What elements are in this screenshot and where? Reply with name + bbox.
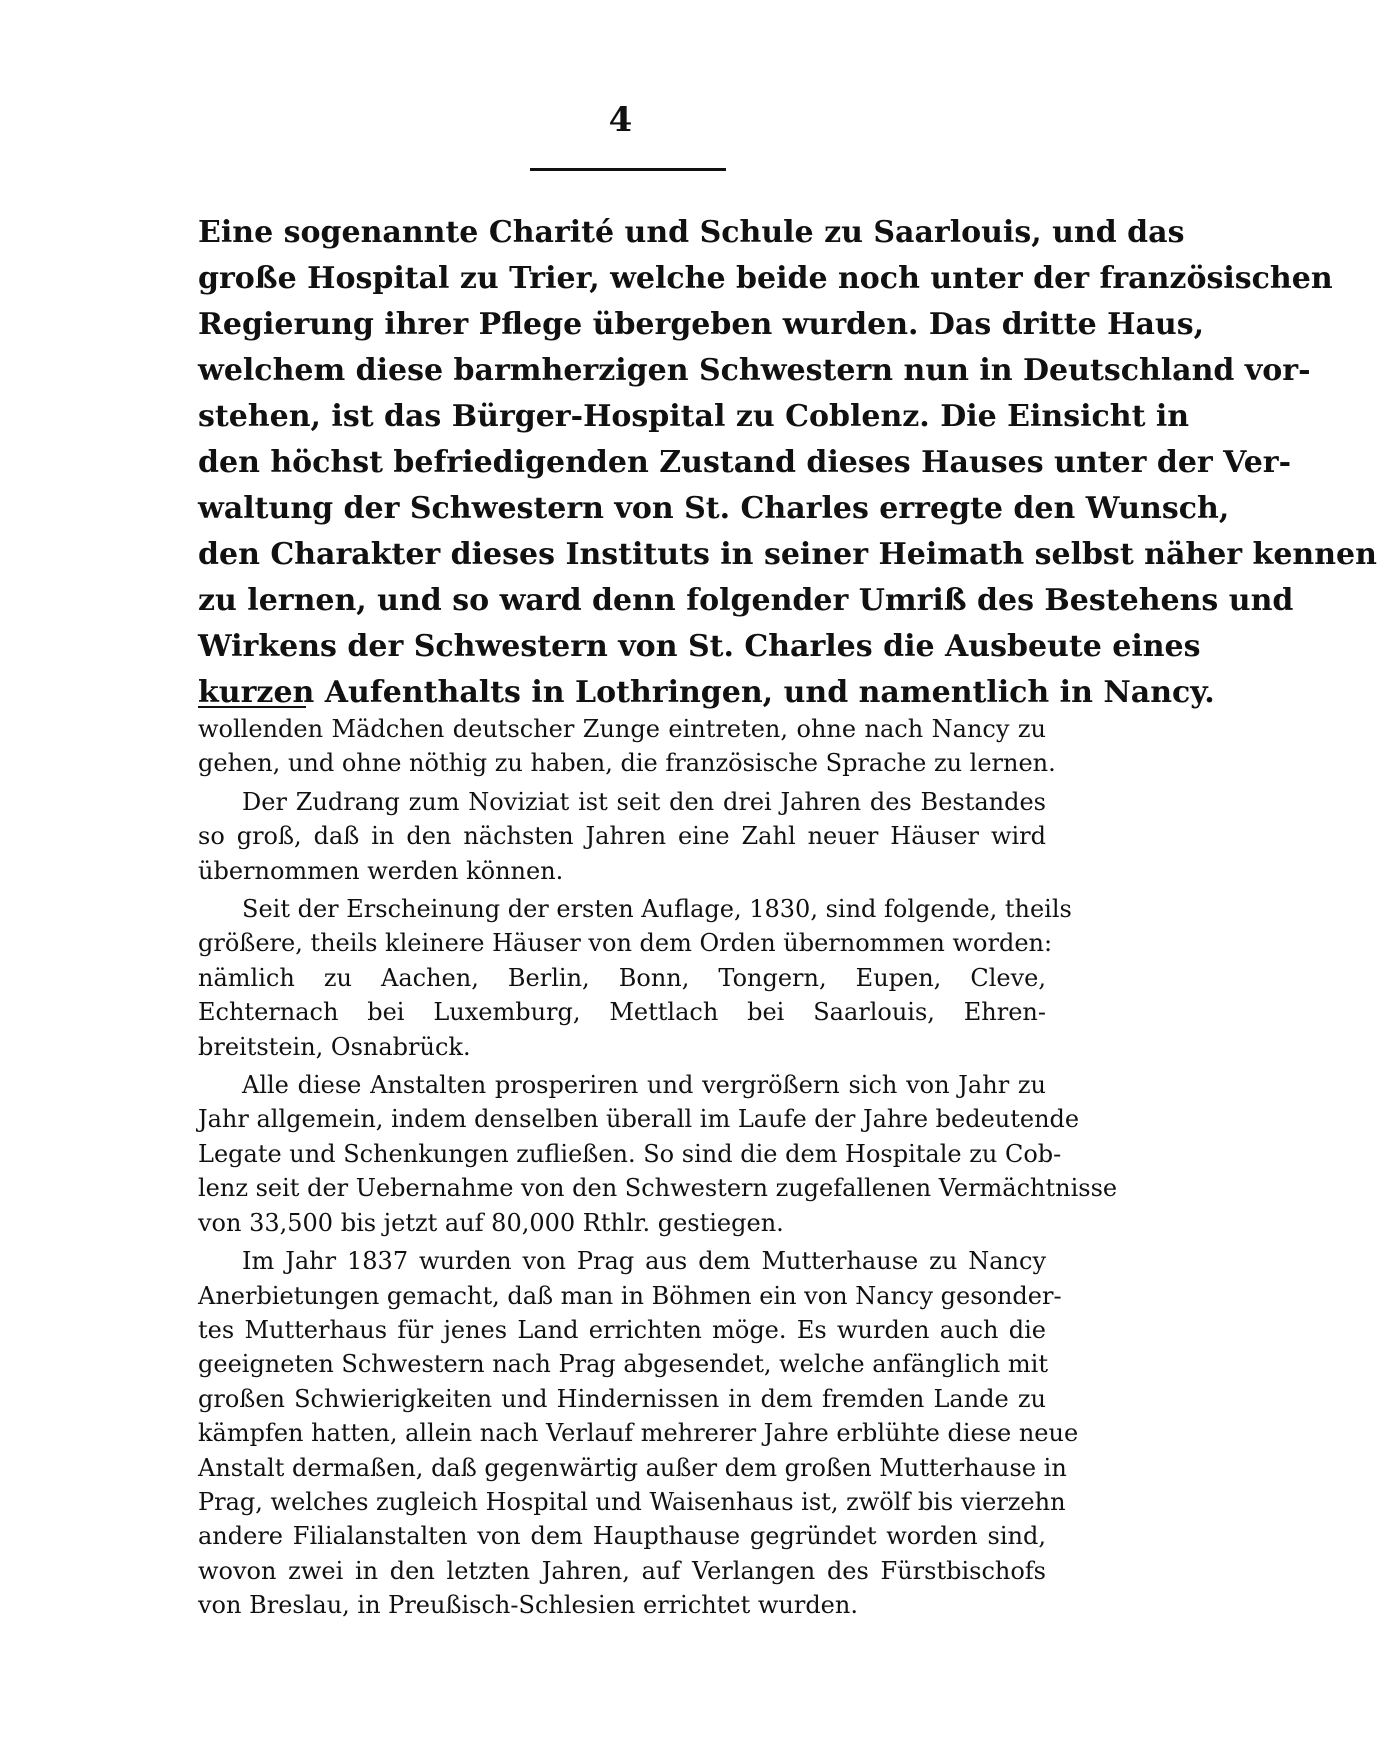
footnote-line: andere Filialanstalten von dem Haupthause gegründet worden sind,: [198, 1522, 1046, 1551]
footnote-line: von Breslau, in Preußisch-Schlesien errichtet wurden.: [198, 1591, 858, 1620]
footnote-line: wovon zwei in den letzten Jahren, auf Verlangen des Fürstbischofs: [198, 1556, 1046, 1585]
main-paragraph: [198, 210, 1377, 716]
footnote-line: gehen, und ohne nöthig zu haben, die französische Sprache zu lernen.: [198, 749, 1056, 778]
main-text-line: stehen, ist das Bürger-Hospital zu Coblenz. Die Einsicht in: [198, 399, 1190, 434]
footnote-line: Im Jahr 1837 wurden von Prag aus dem Mutterhause zu Nancy: [242, 1247, 1046, 1276]
footnote-line: von 33,500 bis jetzt auf 80,000 Rthlr. gestiegen.: [198, 1208, 784, 1237]
footnote-line: Seit der Erscheinung der ersten Auflage, 1830, sind folgende, theils: [242, 895, 1072, 924]
footnote-paragraph: [198, 892, 1072, 1064]
main-text-line: große Hospital zu Trier, welche beide noch unter der französischen: [198, 261, 1333, 296]
footnote-line: Der Zudrang zum Noviziat ist seit den drei Jahren des Bestandes: [242, 787, 1046, 816]
footnote-line: tes Mutterhaus für jenes Land errichten möge. Es wurden auch die: [198, 1315, 1046, 1344]
footnote-line: Jahr allgemein, indem denselben überall im Laufe der Jahre bedeutende: [198, 1105, 1080, 1134]
footnote-line: so groß, daß in den nächsten Jahren eine Zahl neuer Häuser wird: [198, 822, 1046, 851]
footnote-line: wollenden Mädchen deutscher Zunge eintreten, ohne nach Nancy zu: [198, 715, 1046, 743]
footnote-line: lenz seit der Uebernahme von den Schwestern zugefallenen Vermächtnisse: [198, 1174, 1118, 1203]
main-text-line: den Charakter dieses Instituts in seiner Heimath selbst näher kennen: [198, 537, 1377, 572]
footnotes-block: [198, 712, 1118, 1627]
page-number: 4: [608, 100, 633, 140]
main-text-line: welchem diese barmherzigen Schwestern nun in Deutschland vor-: [198, 353, 1311, 388]
footnote-paragraph: [198, 1244, 1079, 1622]
main-text-line: Regierung ihrer Pflege übergeben wurden. Das dritte Haus,: [198, 307, 1205, 342]
main-text-line: den höchst befriedigenden Zustand dieses Hauses unter der Ver-: [198, 445, 1292, 480]
footnote-line: größere, theils kleinere Häuser von dem Orden übernommen worden:: [198, 929, 1053, 958]
footnote-separator: [198, 706, 306, 708]
main-text-line: kurzen Aufenthalts in Lothringen, und namentlich in Nancy.: [198, 675, 1215, 710]
header-rule: [530, 168, 726, 171]
main-text-line: Wirkens der Schwestern von St. Charles die Ausbeute eines: [198, 629, 1201, 664]
footnote-paragraph: [198, 712, 1056, 781]
main-text-line: Eine sogenannte Charité und Schule zu Saarlouis, und das: [198, 215, 1185, 250]
main-text-line: waltung der Schwestern von St. Charles erregte den Wunsch,: [198, 491, 1230, 526]
main-text-line: zu lernen, und so ward denn folgender Umriß des Bestehens und: [198, 583, 1294, 618]
footnote-paragraph: [198, 1068, 1118, 1240]
footnote-line: Anstalt dermaßen, daß gegenwärtig außer dem großen Mutterhause in: [198, 1453, 1067, 1482]
footnote-line: breitstein, Osnabrück.: [198, 1032, 471, 1061]
footnote-line: übernommen werden können.: [198, 856, 564, 885]
footnote-line: kämpfen hatten, allein nach Verlauf mehrerer Jahre erblühte diese neue: [198, 1419, 1079, 1448]
footnote-line: Alle diese Anstalten prosperiren und vergrößern sich von Jahr zu: [242, 1071, 1046, 1100]
footnote-line: Echternach bei Luxemburg, Mettlach bei Saarlouis, Ehren-: [198, 998, 1046, 1027]
footnote-line: nämlich zu Aachen, Berlin, Bonn, Tongern, Eupen, Cleve,: [198, 963, 1046, 992]
footnote-line: Prag, welches zugleich Hospital und Waisenhaus ist, zwölf bis vierzehn: [198, 1487, 1066, 1516]
footnote-line: Legate und Schenkungen zufließen. So sind die dem Hospitale zu Cob-: [198, 1139, 1062, 1168]
footnote-paragraph: [198, 785, 1046, 888]
footnote-line: geeigneten Schwestern nach Prag abgesendet, welche anfänglich mit: [198, 1350, 1048, 1379]
footnote-line: großen Schwierigkeiten und Hindernissen in dem fremden Lande zu: [198, 1384, 1046, 1413]
footnote-line: Anerbietungen gemacht, daß man in Böhmen ein von Nancy gesonder-: [198, 1281, 1062, 1310]
